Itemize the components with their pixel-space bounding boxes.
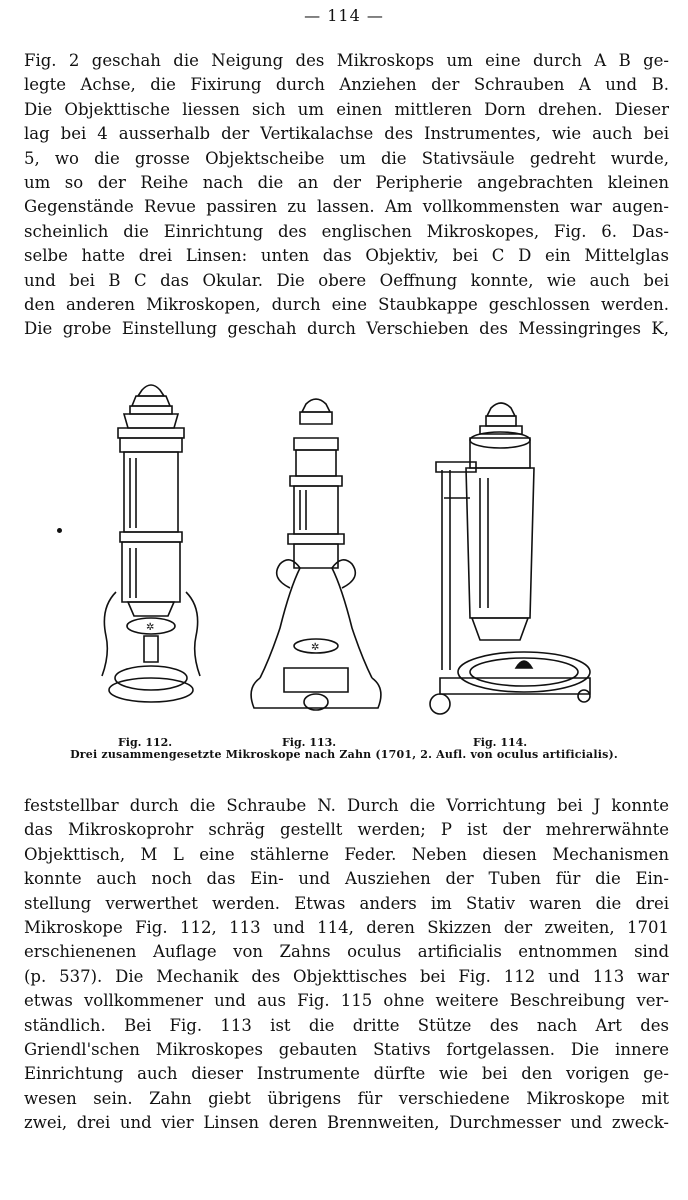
text-line: um so der Reihe nach die an der Peripherie angebrachten kleinen	[24, 173, 669, 193]
text-line: Die grobe Einstellung geschah durch Verschieben des Messingringes K,	[24, 319, 669, 339]
fig-label-112: Fig. 112.	[118, 736, 173, 749]
fig-label-114: Fig. 114.	[473, 736, 528, 749]
microscope-fig-114-illustration	[430, 403, 590, 714]
text-line: das Mikroskoprohr schräg gestellt werden; P ist der mehrerwähnte	[24, 820, 669, 840]
text-line: Die Objekttische liessen sich um einen mittleren Dorn drehen. Dieser	[24, 99, 669, 119]
text-line: lag bei 4 ausserhalb der Vertikalachse des Instrumentes, wie auch bei	[24, 124, 669, 144]
paragraph-bottom	[24, 794, 669, 1136]
text-line: (p. 537). Die Mechanik des Objekttisches bei Fig. 112 und 113 war	[24, 966, 669, 986]
text-line: stellung verwerthet werden. Etwas anders im Stativ waren die drei	[24, 893, 669, 913]
microscope-fig-113-illustration	[251, 399, 381, 710]
text-line: Objekttisch, M L eine stählerne Feder. Neben diesen Mechanismen	[24, 844, 669, 864]
text-line: etwas vollkommener und aus Fig. 115 ohne weitere Beschreibung ver-	[24, 991, 669, 1011]
figure-caption: Drei zusammengesetzte Mikroskope nach Zahn (1701, 2. Aufl. von oculus artificialis).	[70, 748, 618, 761]
text-line: wesen sein. Zahn giebt übrigens für verschiedene Mikroskope mit	[24, 1088, 669, 1108]
svg-text:✲: ✲	[311, 642, 320, 653]
text-line: Einrichtung auch dieser Instrumente dürfte wie bei den vorigen ge-	[24, 1064, 669, 1084]
text-line: Griendl'schen Mikroskopes gebauten Stativs fortgelassen. Die innere	[24, 1040, 669, 1060]
microscope-figures	[64, 378, 664, 723]
ink-dot	[57, 528, 62, 533]
text-line: selbe hatte drei Linsen: unten das Objektiv, bei C D ein Mittelglas	[24, 246, 669, 266]
text-line: ständlich. Bei Fig. 113 ist die dritte Stütze des nach Art des	[24, 1015, 669, 1035]
text-line: scheinlich die Einrichtung des englischen Mikroskopes, Fig. 6. Das-	[24, 221, 669, 241]
microscope-fig-112-illustration	[102, 385, 200, 702]
text-line: und bei B C das Okular. Die obere Oeffnung konnte, wie auch bei	[24, 270, 669, 290]
text-line: Fig. 2 geschah die Neigung des Mikroskops um eine durch A B ge-	[24, 51, 669, 70]
text-line: Gegenstände Revue passiren zu lassen. Am vollkommensten war augen-	[24, 197, 669, 217]
paragraph-top	[24, 49, 669, 342]
svg-text:✲: ✲	[146, 622, 155, 633]
fig-label-113: Fig. 113.	[282, 736, 337, 749]
text-line: erschienenen Auflage von Zahns oculus artificialis entnommen sind	[24, 942, 669, 962]
text-line: den anderen Mikroskopen, durch eine Staubkappe geschlossen werden.	[24, 295, 669, 315]
text-line: konnte auch noch das Ein- und Ausziehen der Tuben für die Ein-	[24, 869, 669, 889]
text-line: zwei, drei und vier Linsen deren Brennweiten, Durchmesser und zweck-	[24, 1113, 669, 1133]
text-line: feststellbar durch die Schraube N. Durch die Vorrichtung bei J konnte	[24, 796, 669, 815]
page-number: — 114 —	[304, 6, 384, 25]
text-line: 5, wo die grosse Objektscheibe um die Stativsäule gedreht wurde,	[24, 148, 669, 168]
text-line: Mikroskope Fig. 112, 113 und 114, deren Skizzen der zweiten, 1701	[24, 918, 669, 938]
text-line: legte Achse, die Fixirung durch Anziehen der Schrauben A und B.	[24, 75, 669, 95]
